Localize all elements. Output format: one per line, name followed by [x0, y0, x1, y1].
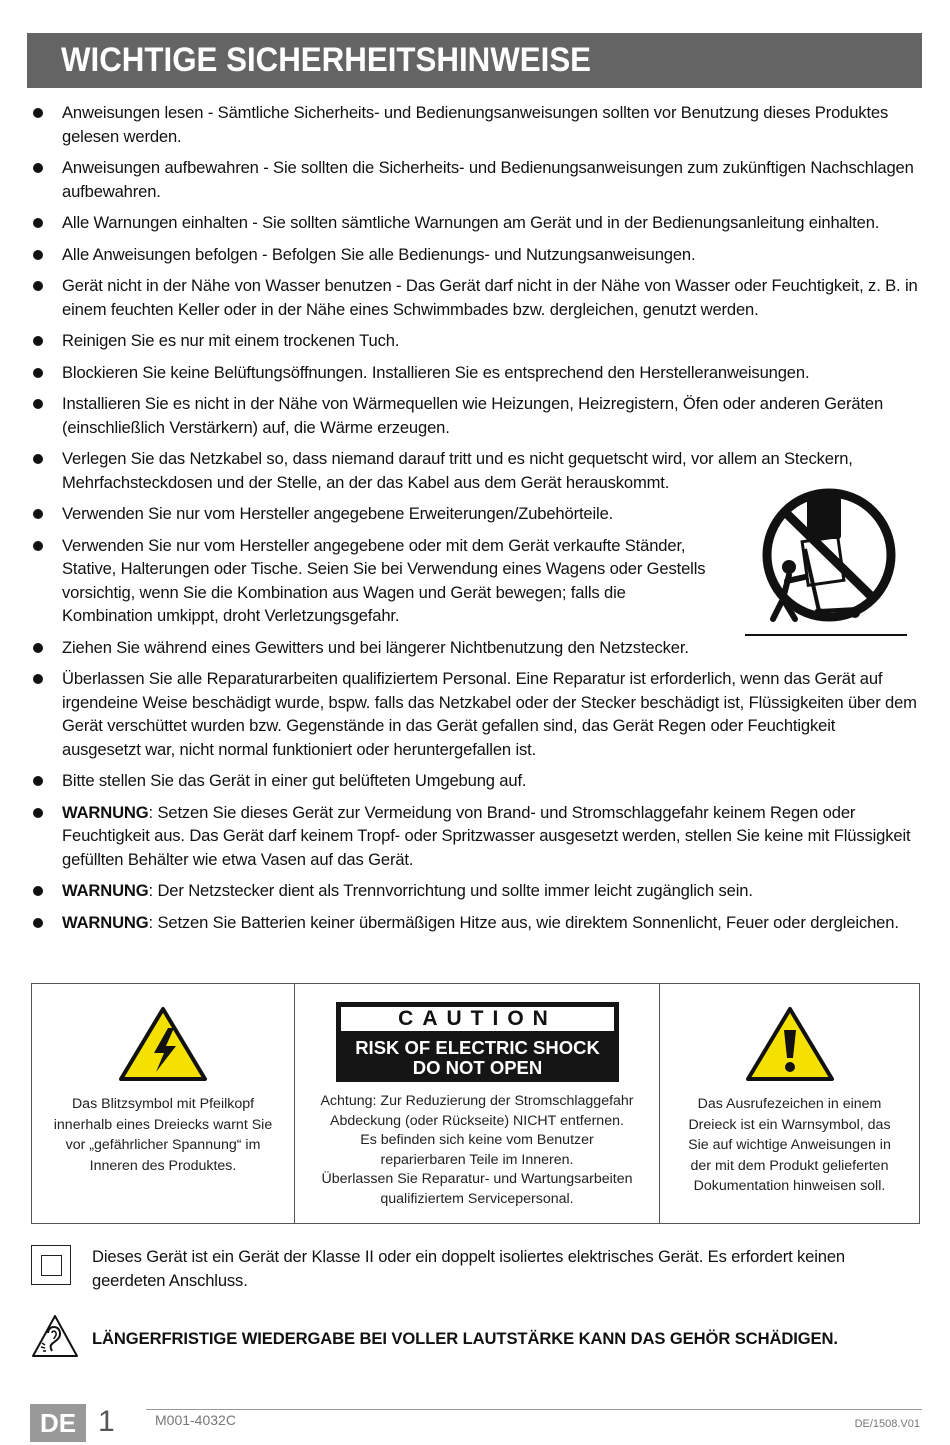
page-number: 1	[98, 1405, 115, 1438]
warning-symbols-table	[31, 983, 920, 1224]
caution-text-line: Achtung: Zur Reduzierung der Stromschlaggefahr	[320, 1093, 634, 1109]
class-ii-text: Dieses Gerät ist ein Gerät der Klasse II oder ein doppelt isoliertes elektrisches Gerät. Es erfordert keinen geerdeten Anschluss.	[92, 1247, 846, 1290]
class-ii-icon	[31, 1245, 71, 1285]
exclamation-text-line: Sie auf wichtige Anweisungen in	[688, 1137, 891, 1153]
list-item-text: Verlegen Sie das Netzkabel so, dass niemand darauf tritt und es nicht gequetscht wird, vor allem an Steckern, Mehrfachsteckdosen und der Stelle, an der das Kabel aus dem Gerät herauskommt.	[62, 449, 853, 492]
list-item	[28, 211, 918, 235]
bullet-icon	[33, 368, 43, 378]
caution-label	[336, 1002, 619, 1082]
list-item-text: Anweisungen lesen - Sämtliche Sicherheits- und Bedienungsanweisungen sollten vor Benutzung dieses Produktes gelesen werden.	[62, 103, 889, 146]
lightning-text-line: innerhalb eines Dreiecks warnt Sie	[53, 1116, 273, 1133]
list-item-text: Verwenden Sie nur vom Hersteller angegebene Erweiterungen/Zubehörteile.	[62, 504, 614, 523]
list-item	[28, 667, 918, 761]
list-item-text: Anweisungen aufbewahren - Sie sollten die Sicherheits- und Bedienungsanweisungen zum zukünftigen Nachschlagen aufbewahren.	[62, 158, 914, 201]
list-item-text: : Setzen Sie dieses Gerät zur Vermeidung von Brand- und Stromschlaggefahr keinem Regen oder Feuchtigkeit aus. Das Gerät darf keinem Tropf- oder Spritzwasser ausgesetzt werden, stellen Sie keine mit Flüssigkeit gefüllten Behälter wie etwa Vasen auf das Gerät.	[62, 802, 911, 869]
document-version: DE/1508.V01	[854, 1418, 920, 1430]
exclamation-cell	[659, 984, 919, 1223]
list-item	[28, 243, 918, 267]
list-item-text: Gerät nicht in der Nähe von Wasser benutzen - Das Gerät darf nicht in der Nähe von Wasser oder Feuchtigkeit, z. B. in einem feuchten Keller oder in der Nähe eines Schwimmbades bzw. dergleichen, genutzt werden.	[62, 276, 918, 319]
exclamation-text-line: Dokumentation hinweisen soll.	[693, 1178, 886, 1194]
caution-title: CAUTION	[341, 1007, 614, 1031]
list-item	[28, 911, 918, 935]
list-item	[28, 101, 918, 148]
title-bar	[27, 33, 922, 88]
language-badge: DE	[30, 1404, 86, 1442]
bullet-icon	[33, 281, 43, 291]
bullet-icon	[33, 336, 43, 346]
caution-text-line: Abdeckung (oder Rückseite) NICHT entfernen.	[330, 1112, 624, 1129]
list-item-text: Alle Anweisungen befolgen - Befolgen Sie alle Bedienungs- und Nutzungsanweisungen.	[62, 244, 696, 264]
warning-label: WARNUNG	[62, 881, 149, 900]
lightning-warning-icon	[118, 1006, 208, 1082]
list-item	[28, 361, 918, 385]
footer-divider	[146, 1409, 922, 1410]
list-item-text: : Der Netzstecker dient als Trennvorrichtung und sollte immer leicht zugänglich sein.	[148, 881, 753, 900]
page-title: WICHTIGE SICHERHEITSHINWEISE	[61, 41, 592, 79]
list-item-text: Bitte stellen Sie das Gerät in einer gut belüfteten Umgebung auf.	[62, 771, 527, 790]
lightning-cell	[32, 984, 294, 1223]
exclamation-text-line: der mit dem Produkt gelieferten	[690, 1157, 889, 1174]
list-item-text: Ziehen Sie während eines Gewitters und bei längerer Nichtbenutzung den Netzstecker.	[62, 637, 689, 657]
caution-text-line: Überlassen Sie Reparatur- und Wartungsarbeiten	[321, 1171, 633, 1187]
hearing-warning-text: LÄNGERFRISTIGE WIEDERGABE BEI VOLLER LAUTSTÄRKE KANN DAS GEHÖR SCHÄDIGEN.	[92, 1329, 838, 1348]
lightning-text-line: Inneren des Produktes.	[89, 1157, 237, 1174]
caution-cell	[294, 984, 659, 1223]
list-item	[28, 392, 918, 439]
bullet-icon	[33, 218, 43, 228]
caution-line2: DO NOT OPEN	[412, 1057, 543, 1078]
list-item-text: Überlassen Sie alle Reparaturarbeiten qualifiziertem Personal. Eine Reparatur ist erforderlich, wenn das Gerät auf irgendeine Weise beschädigt wurde, bspw. falls das Netzkabel oder der Stecker beschädigt ist, Flüssigkeiten über dem Gerät verschüttet wurden bzw. Gegenstände in das Gerät gefallen sind, das Gerät Regen oder Feuchtigkeit ausgesetzt war, nicht normal funktioniert oder heruntergefallen ist.	[62, 669, 917, 759]
caution-line1: RISK OF ELECTRIC SHOCK	[355, 1037, 600, 1058]
bullet-icon	[33, 918, 43, 928]
exclamation-text-line: Das Ausrufezeichen in einem	[697, 1096, 882, 1112]
caution-text-line: reparierbaren Teile im Inneren.	[380, 1151, 574, 1168]
caution-text-line: Es befinden sich keine vom Benutzer	[360, 1132, 594, 1148]
bullet-icon	[33, 509, 43, 519]
bullet-icon	[33, 541, 43, 551]
list-item	[28, 801, 918, 872]
list-item	[28, 879, 918, 903]
hearing-damage-icon	[30, 1313, 80, 1359]
lightning-text-line: vor „gefährlicher Spannung“ im	[65, 1137, 261, 1153]
bullet-icon	[33, 250, 43, 260]
bullet-icon	[33, 643, 43, 653]
list-item-text: Blockieren Sie keine Belüftungsöffnungen. Installieren Sie es entsprechend den Herstelleranweisungen.	[62, 362, 810, 382]
bullet-icon	[33, 399, 43, 409]
exclamation-text-line: Dreieck ist ein Warnsymbol, das	[688, 1116, 891, 1133]
list-item-text: : Setzen Sie Batterien keiner übermäßigen Hitze aus, wie direktem Sonnenlicht, Feuer oder dergleichen.	[148, 912, 899, 932]
bullet-icon	[33, 108, 43, 118]
bullet-icon	[33, 163, 43, 173]
bullet-icon	[33, 808, 43, 818]
list-item	[28, 274, 918, 321]
bullet-icon	[33, 886, 43, 896]
exclamation-warning-icon	[745, 1006, 835, 1082]
lightning-text-line: Das Blitzsymbol mit Pfeilkopf	[71, 1096, 255, 1112]
warning-label: WARNUNG	[62, 802, 149, 822]
list-item-text: Installieren Sie es nicht in der Nähe von Wärmequellen wie Heizungen, Heizregistern, Öfen oder anderen Geräten (einschließlich Verstärkern) auf, die Wärme erzeugen.	[62, 394, 884, 437]
cart-tip-over-icon	[745, 487, 907, 639]
list-item	[28, 636, 918, 660]
list-item-text: Reinigen Sie es nur mit einem trockenen Tuch.	[62, 331, 400, 350]
list-item	[28, 329, 918, 353]
caution-text-line: qualifiziertem Servicepersonal.	[380, 1190, 574, 1207]
warning-label: WARNUNG	[62, 912, 149, 932]
bullet-icon	[33, 454, 43, 464]
list-item-text: Alle Warnungen einhalten - Sie sollten sämtliche Warnungen am Gerät und in der Bedienungsanleitung einhalten.	[62, 213, 880, 232]
bullet-icon	[33, 776, 43, 786]
list-item	[28, 769, 918, 793]
bullet-icon	[33, 674, 43, 684]
model-number: M001-4032C	[155, 1412, 236, 1428]
list-item	[28, 156, 918, 203]
list-item-text: Verwenden Sie nur vom Hersteller angegebene oder mit dem Gerät verkaufte Ständer, Stative, Halterungen oder Tische. Seien Sie bei Verwendung eines Wagens oder Gestells vorsichtig, wenn Sie die Kombination aus Wagen und Gerät bewegen; falls die Kombination umkippt, droht Verletzungsgefahr.	[62, 535, 706, 625]
